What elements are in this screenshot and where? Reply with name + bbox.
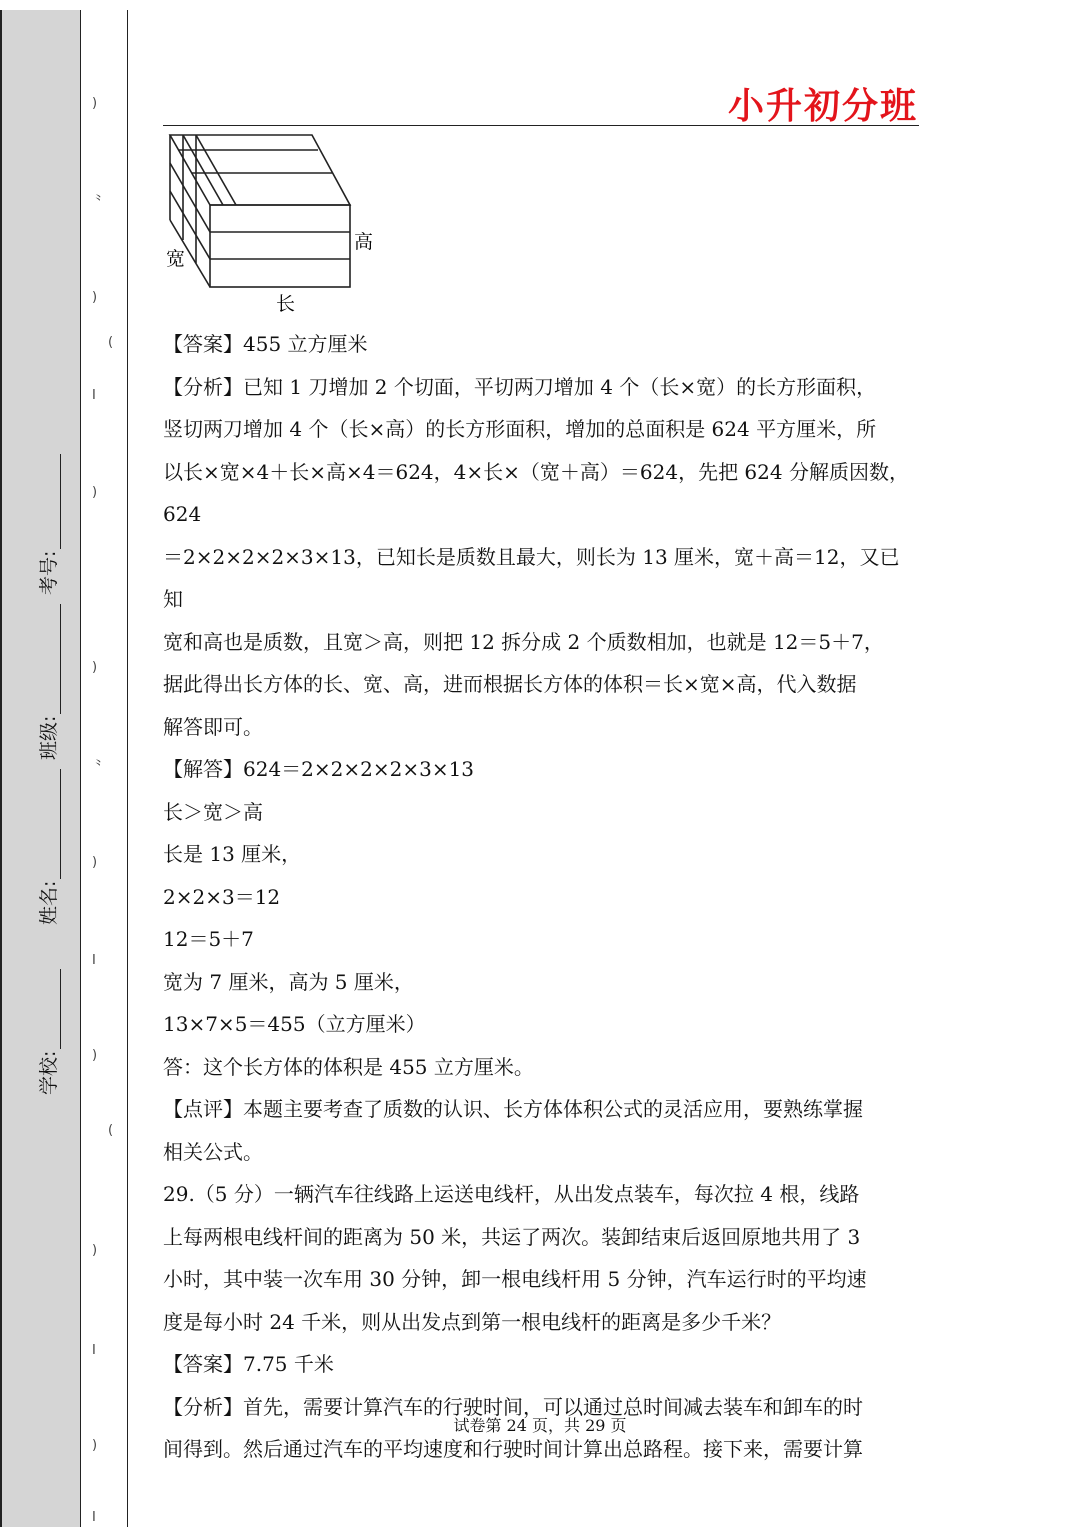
cuboid-top-face [170,135,350,205]
gutter-mark: I [92,953,96,968]
cuboid-front-face [210,205,350,287]
name-field[interactable] [34,769,61,925]
text-line: 宽和高也是质数，且宽＞高，则把 12 拆分成 2 个质数相加，也就是 12＝5＋7， [163,629,884,654]
text-line: 间得到。然后通过汽车的平均速度和行驶时间计算出总路程。接下来，需要计算 [163,1437,863,1461]
text-line: 12＝5＋7 [163,927,254,951]
text-line: 2×2×3＝12 [163,884,281,909]
text-line: 13×7×5＝455（立方厘米） [163,1012,426,1036]
text-line: 【解答】624＝2×2×2×2×3×13 [163,757,475,781]
gutter-mark: ) [92,855,98,870]
gutter-mark: ) [92,1438,98,1453]
gutter-mark: ⺀ [92,194,106,209]
gutter-mark: ) [92,485,98,500]
text-line: 以长×宽×4＋长×高×4＝624，4×长×（宽＋高）＝624，先把 624 分解质因数，624 [163,459,909,526]
text-line: 【答案】7.75 千米 [163,1352,334,1376]
class-blank[interactable] [60,604,61,714]
gutter-mark: I [92,1343,96,1358]
text-line: 相关公式。 [163,1139,263,1164]
text-line: 上每两根电线杆间的距离为 50 米，共运了两次。装卸结束后返回原地共用了 3 [163,1224,861,1249]
text-line: 【点评】本题主要考查了质数的认识、长方体体积公式的灵活应用，要熟练掌握 [163,1097,863,1121]
gutter-mark: ( [108,335,114,350]
gutter-mark: ) [92,96,98,111]
gutter-mark: ) [92,660,98,675]
gutter-mark: ) [92,290,98,305]
text-line: 【分析】首先，需要计算汽车的行驶时间，可以通过总时间减去装车和卸车的时 [163,1394,863,1419]
text-line: ＝2×2×2×2×3×13，已知长是质数且最大，则长为 13 厘米，宽＋高＝12，又已知 [163,544,900,611]
gutter-mark: I [92,1510,96,1525]
text-line: 答：这个长方体的体积是 455 立方厘米。 [163,1054,534,1079]
text-line: 宽为 7 厘米，高为 5 厘米， [163,969,414,994]
school-field[interactable] [34,969,61,1095]
length-label: 长 [276,293,296,315]
gutter-mark: ) [92,1048,98,1063]
school-label: 学校: [38,1050,60,1095]
gutter-mark: ⺀ [92,759,106,774]
exam-number-blank[interactable] [60,454,61,549]
text-line: 【答案】455 立方厘米 [163,332,368,356]
class-field[interactable] [34,604,61,760]
text-line: 29.（5 分）一辆汽车往线路上运送电线杆，从出发点装车，每次拉 4 根，线路 [163,1182,860,1206]
text-line: 长是 13 厘米， [163,842,302,866]
cuboid-figure [162,130,402,315]
gutter-mark: ) [92,1243,98,1258]
text-line: 据此得出长方体的长、宽、高，进而根据长方体的体积＝长×宽×高，代入数据 [163,672,857,696]
exam-number-label: 考号: [38,550,60,595]
name-blank[interactable] [60,769,61,879]
text-line: 【分析】已知 1 刀增加 2 个切面，平切两刀增加 4 个（长×宽）的长方形面积， [163,374,877,399]
text-line: 竖切两刀增加 4 个（长×高）的长方形面积，增加的总面积是 624 平方厘米，所 [163,417,877,441]
width-label: 宽 [166,248,186,270]
text-line: 度是每小时 24 千米，则从出发点到第一根电线杆的距离是多少千米？ [163,1309,782,1334]
gutter-mark: I [92,388,96,403]
height-label: 高 [354,231,374,253]
text-line: 长＞宽＞高 [163,799,263,824]
header-rule [163,125,919,126]
name-label: 姓名: [38,880,60,925]
solution-text [163,323,919,1471]
school-blank[interactable] [60,969,61,1049]
brand-title: 小升初分班 [727,86,918,127]
gutter-mark: ( [108,1123,114,1138]
page-footer: 试卷第 24 页，共 29 页 [453,1416,627,1435]
text-line: 小时，其中装一次车用 30 分钟，卸一根电线杆用 5 分钟，汽车运行时的平均速 [163,1267,867,1291]
text-line: 解答即可。 [163,714,263,739]
class-label: 班级: [38,715,60,760]
exam-number-field[interactable] [34,454,61,595]
student-info-block [34,455,64,1095]
